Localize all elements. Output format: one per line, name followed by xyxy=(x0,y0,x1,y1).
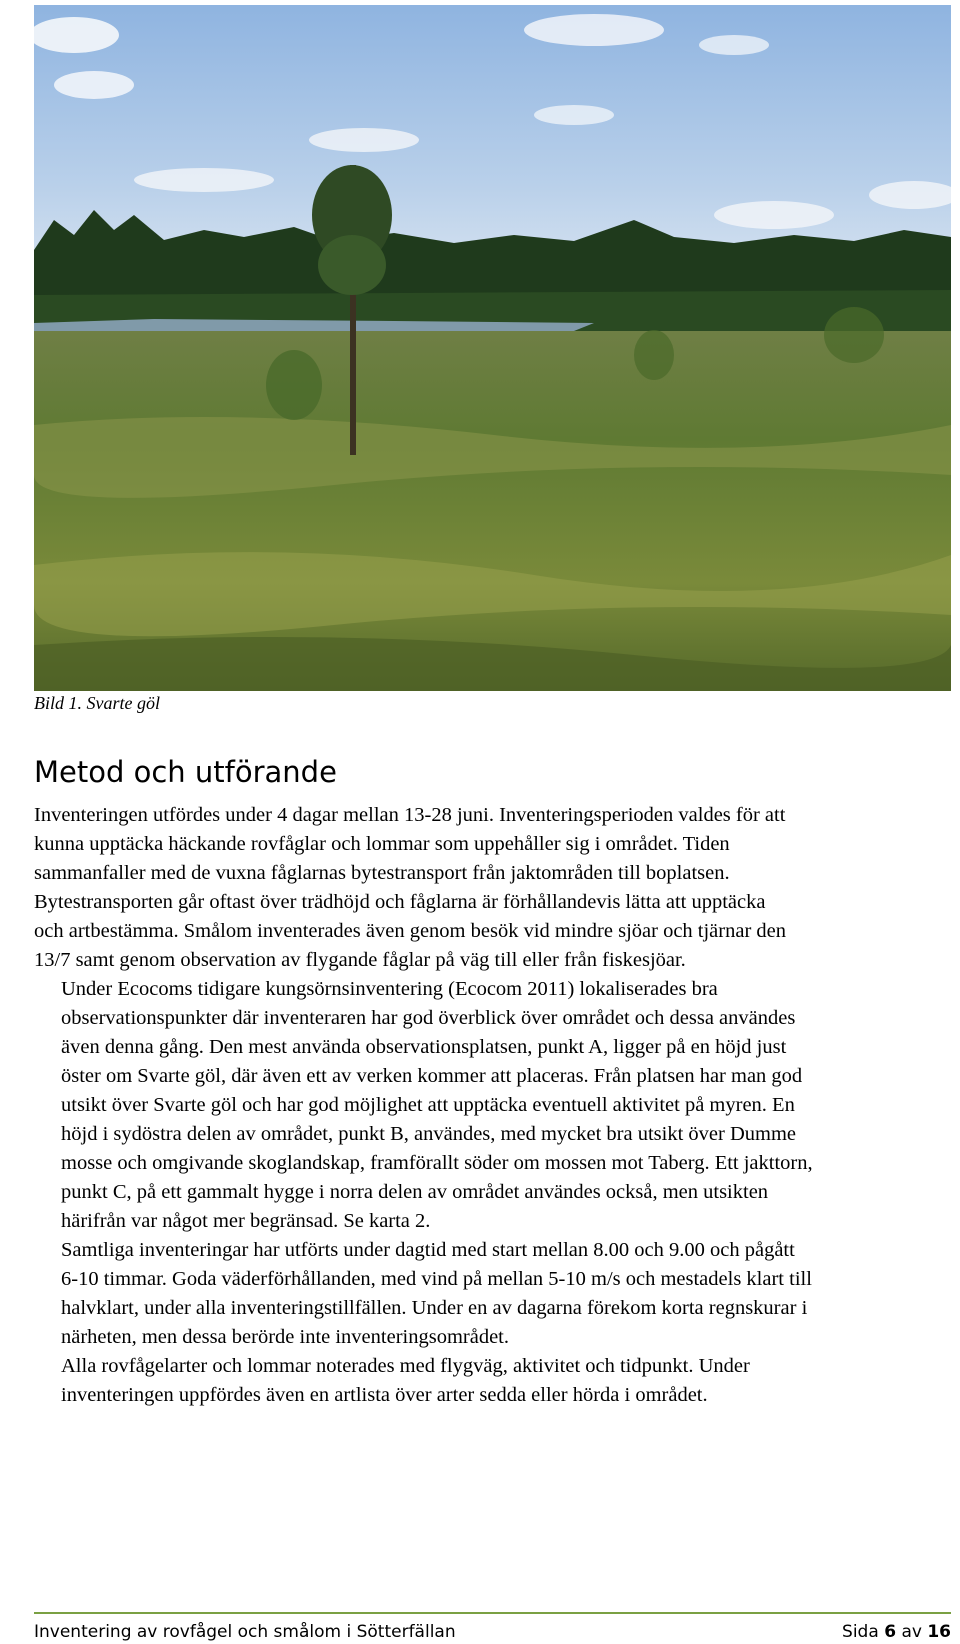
footer-page-number xyxy=(842,1622,951,1642)
footer-document-title: Inventering av rovfågel och smålom i Sötterfällan xyxy=(34,1622,456,1642)
page-prefix: Sida xyxy=(842,1622,879,1642)
text-line: punkt C, på ett gammalt hygge i norra delen av området användes också, men utsikten xyxy=(61,1181,769,1203)
text-line: Alla rovfågelarter och lommar noterades med flygväg, aktivitet och tidpunkt. Under xyxy=(61,1355,750,1377)
text-line: närheten, men dessa berörde inte inventeringsområdet. xyxy=(61,1326,509,1348)
text-line: öster om Svarte göl, där även ett av verken kommer att placeras. Från platsen har man god xyxy=(61,1065,803,1087)
page-total: 16 xyxy=(927,1622,951,1642)
text-line: härifrån var något mer begränsad. Se karta 2. xyxy=(61,1210,431,1232)
body-paragraph xyxy=(34,801,954,975)
text-line: även denna gång. Den mest använda observationsplatsen, punkt A, ligger på en höjd just xyxy=(61,1036,787,1058)
text-line: 13/7 samt genom observation av flygande fåglar på väg till eller från fiskesjöar. xyxy=(34,949,686,971)
text-line: Under Ecocoms tidigare kungsörnsinventering (Ecocom 2011) lokaliserades bra xyxy=(61,978,718,1000)
text-line: inventeringen uppfördes även en artlista över arter sedda eller hörda i området. xyxy=(61,1384,708,1406)
bog-landscape-photo xyxy=(34,5,951,691)
text-line: Samtliga inventeringar har utförts under dagtid med start mellan 8.00 och 9.00 och pågått xyxy=(61,1239,795,1261)
footer-divider xyxy=(34,1612,951,1614)
section-body xyxy=(34,801,954,1410)
text-line: Inventeringen utfördes under 4 dagar mellan 13-28 juni. Inventeringsperioden valdes för att xyxy=(34,804,786,826)
text-line: kunna upptäcka häckande rovfåglar och lommar som uppehåller sig i området. Tiden xyxy=(34,833,730,855)
body-paragraph xyxy=(34,975,954,1236)
page-sep: av xyxy=(901,1622,922,1642)
body-paragraph xyxy=(34,1236,954,1352)
text-line: höjd i sydöstra delen av området, punkt B, användes, med mycket bra utsikt över Dumme xyxy=(61,1123,796,1145)
text-line: halvklart, under alla inventeringstillfällen. Under en av dagarna förekom korta regnskurar i xyxy=(61,1297,808,1319)
text-line: och artbestämma. Smålom inventerades även genom besök vid mindre sjöar och tjärnar den xyxy=(34,920,787,942)
text-line: utsikt över Svarte göl och har god möjlighet att upptäcka eventuell aktivitet på myren. En xyxy=(61,1094,795,1116)
text-line: Bytestransporten går oftast över trädhöjd och fåglarna är förhållandevis lätta att upptäcka xyxy=(34,891,766,913)
text-line: 6-10 timmar. Goda väderförhållanden, med vind på mellan 5-10 m/s och mestadels klart till xyxy=(61,1268,812,1290)
text-line: observationspunkter där inventeraren har god överblick över området och dessa användes xyxy=(61,1007,796,1029)
section-heading: Metod och utförande xyxy=(34,755,337,789)
figure-caption: Bild 1. Svarte göl xyxy=(34,693,160,713)
text-line: sammanfaller med de vuxna fåglarnas bytestransport från jaktområden till boplatsen. xyxy=(34,862,730,884)
page-current: 6 xyxy=(884,1622,897,1642)
body-paragraph xyxy=(34,1352,954,1410)
text-line: mosse och omgivande skoglandskap, framförallt söder om mossen mot Taberg. Ett jakttorn, xyxy=(61,1152,813,1174)
